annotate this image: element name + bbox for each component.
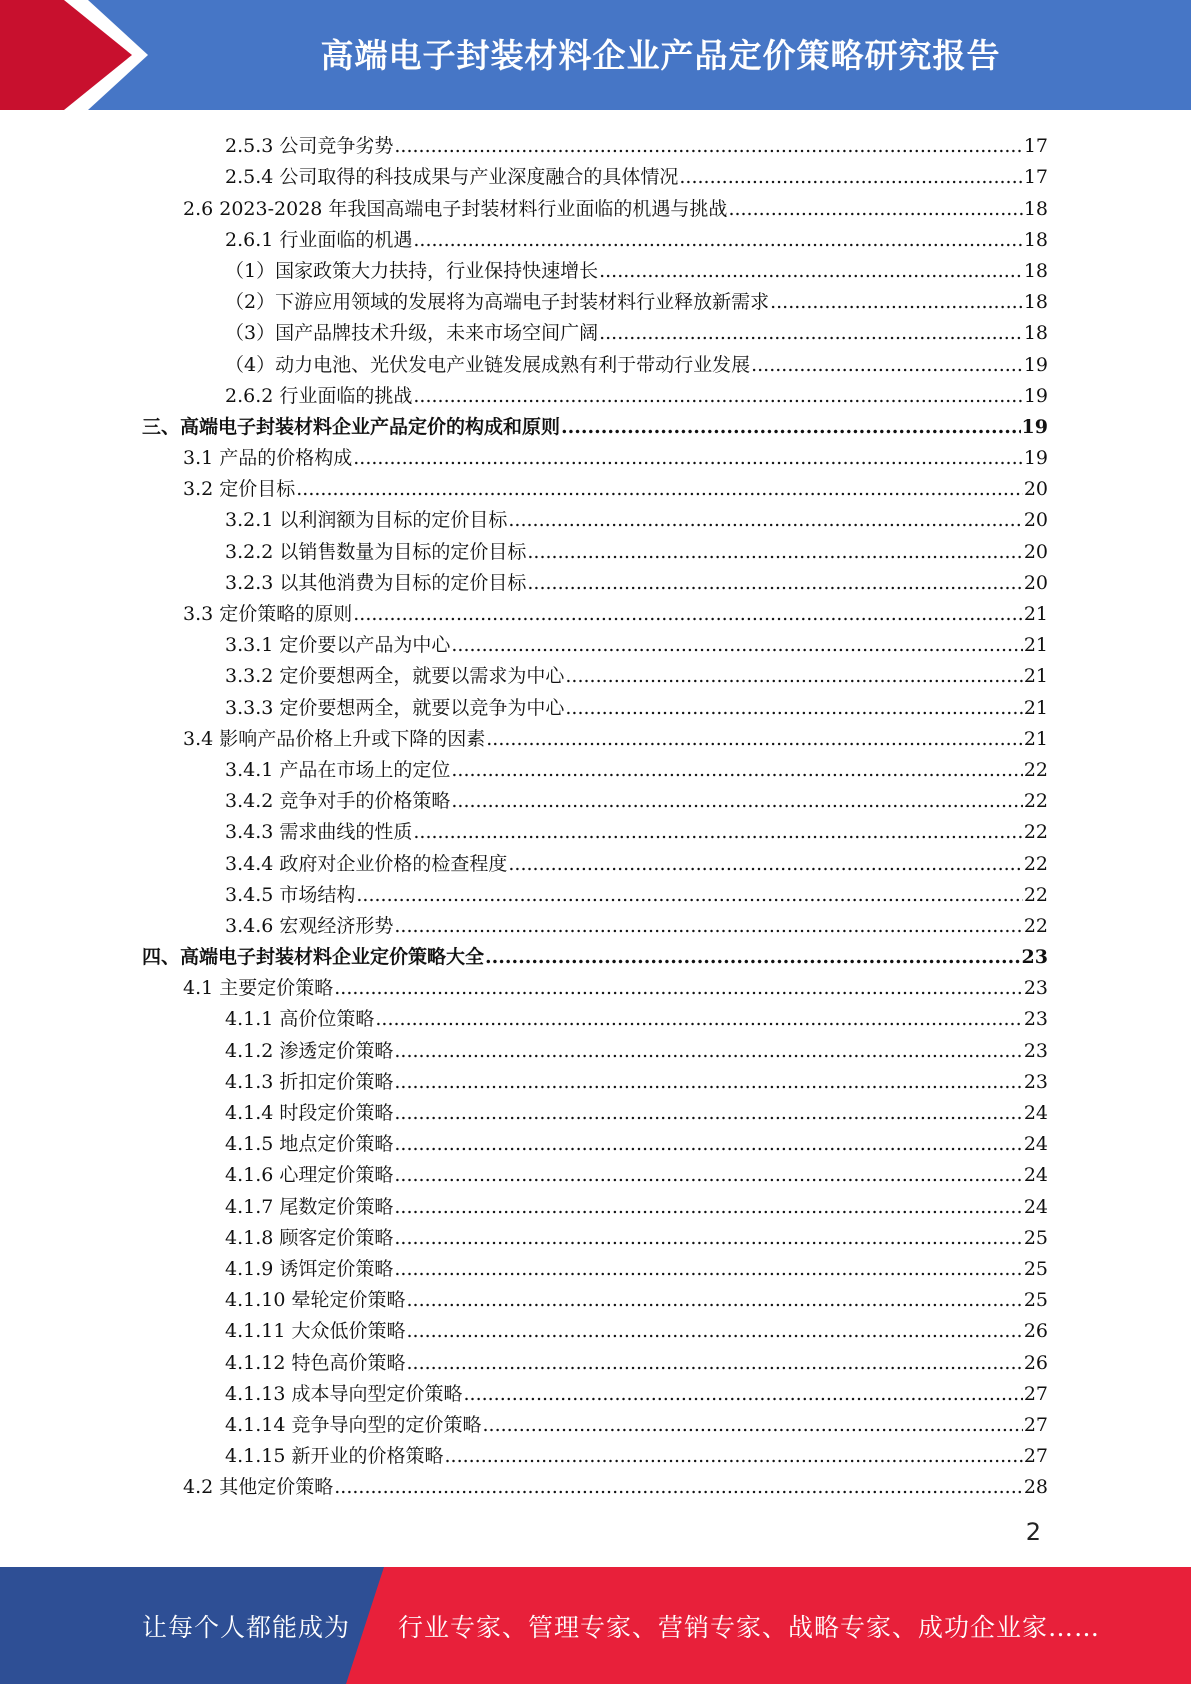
toc-entry[interactable] bbox=[142, 283, 1048, 314]
toc-entry-page: 21 bbox=[1023, 634, 1048, 657]
chevron-arrow-icon bbox=[0, 0, 160, 110]
toc-entry-page: 19 bbox=[1023, 384, 1048, 407]
toc-entry-label: （4）动力电池、光伏发电产业链发展成熟有利于带动行业发展 bbox=[225, 353, 751, 376]
toc-leader-dots bbox=[679, 165, 1022, 189]
toc-leader-dots bbox=[482, 1413, 1022, 1437]
toc-leader-dots bbox=[353, 446, 1023, 470]
page-number: 2 bbox=[1025, 1518, 1041, 1546]
toc-entry[interactable] bbox=[142, 470, 1048, 501]
toc-entry-label: 3.2.3 以其他消费为目标的定价目标 bbox=[225, 571, 527, 594]
toc-entry[interactable] bbox=[142, 408, 1048, 439]
toc-leader-dots bbox=[565, 664, 1022, 688]
toc-entry[interactable] bbox=[142, 657, 1048, 688]
toc-entry-label: 4.1.9 诱饵定价策略 bbox=[225, 1257, 394, 1280]
toc-entry-label: 3.4.4 政府对企业价格的检查程度 bbox=[225, 852, 508, 875]
toc-entry[interactable] bbox=[142, 1250, 1048, 1281]
toc-leader-dots bbox=[394, 1163, 1022, 1187]
toc-entry[interactable] bbox=[142, 1187, 1048, 1218]
footer-slogan-right: 行业专家、管理专家、营销专家、战略专家、成功企业家…… bbox=[398, 1612, 1101, 1642]
toc-entry-label: 2.6.2 行业面临的挑战 bbox=[225, 384, 413, 407]
toc-entry[interactable] bbox=[142, 720, 1048, 751]
toc-entry-page: 22 bbox=[1023, 852, 1048, 875]
toc-entry[interactable] bbox=[142, 439, 1048, 470]
toc-entry[interactable] bbox=[142, 158, 1048, 189]
toc-entry-label: 4.1.4 时段定价策略 bbox=[225, 1102, 394, 1124]
toc-entry-label: 3.1 产品的价格构成 bbox=[183, 447, 353, 470]
toc-leader-dots bbox=[751, 353, 1023, 377]
toc-entry-label: 4.1.2 渗透定价策略 bbox=[225, 1039, 394, 1062]
toc-entry-label: 3.4.3 需求曲线的性质 bbox=[225, 821, 413, 844]
toc-entry-label: 三、高端电子封装材料企业产品定价的构成和原则 bbox=[142, 415, 561, 438]
toc-entry[interactable] bbox=[142, 907, 1048, 938]
toc-entry[interactable] bbox=[142, 1156, 1048, 1187]
toc-entry-label: 3.4.6 宏观经济形势 bbox=[225, 914, 394, 937]
toc-entry-page: 26 bbox=[1023, 1351, 1048, 1374]
toc-leader-dots bbox=[463, 1382, 1022, 1406]
toc-entry-page: 23 bbox=[1023, 1039, 1048, 1062]
toc-entry-label: 3.4.1 产品在市场上的定位 bbox=[225, 758, 451, 781]
toc-entry-label: 4.1.10 晕轮定价策略 bbox=[225, 1289, 406, 1312]
toc-leader-dots bbox=[486, 727, 1023, 751]
toc-leader-dots bbox=[413, 228, 1022, 252]
toc-entry[interactable] bbox=[142, 969, 1048, 1000]
toc-entry-page: 17 bbox=[1023, 166, 1048, 189]
toc-entry-label: 4.2 其他定价策略 bbox=[183, 1476, 334, 1499]
toc-entry-page: 26 bbox=[1023, 1320, 1048, 1343]
toc-entry-page: 22 bbox=[1023, 821, 1048, 844]
toc-entry[interactable] bbox=[142, 751, 1048, 782]
toc-entry-page: 23 bbox=[1023, 977, 1048, 1000]
toc-leader-dots bbox=[508, 852, 1022, 876]
toc-leader-dots bbox=[451, 789, 1022, 813]
toc-entry-page: 20 bbox=[1023, 571, 1048, 594]
document-title: 高端电子封装材料企业产品定价策略研究报告 bbox=[320, 35, 1001, 75]
toc-entry[interactable] bbox=[142, 314, 1048, 345]
footer-banner bbox=[0, 1567, 1191, 1684]
toc-leader-dots bbox=[527, 540, 1022, 564]
toc-entry-page: 25 bbox=[1023, 1257, 1048, 1280]
toc-entry-label: 4.1.3 折扣定价策略 bbox=[225, 1070, 394, 1093]
toc-entry[interactable] bbox=[142, 127, 1048, 158]
toc-leader-dots bbox=[394, 1257, 1022, 1281]
toc-entry[interactable] bbox=[142, 938, 1048, 969]
toc-entry-page: 28 bbox=[1023, 1476, 1048, 1499]
toc-entry-label: （3）国产品牌技术升级，未来市场空间广阔 bbox=[225, 322, 599, 345]
toc-entry[interactable] bbox=[142, 626, 1048, 657]
toc-entry[interactable] bbox=[142, 532, 1048, 563]
toc-leader-dots bbox=[334, 1475, 1023, 1499]
toc-entry-page: 18 bbox=[1023, 322, 1048, 345]
toc-entry[interactable] bbox=[142, 688, 1048, 719]
toc-leader-dots bbox=[296, 477, 1023, 501]
toc-entry[interactable] bbox=[142, 1063, 1048, 1094]
toc-entry-page: 27 bbox=[1023, 1445, 1048, 1468]
toc-entry-label: 4.1.13 成本导向型定价策略 bbox=[225, 1382, 463, 1405]
toc-entry[interactable] bbox=[142, 1000, 1048, 1031]
toc-entry[interactable] bbox=[142, 377, 1048, 408]
toc-entry-page: 21 bbox=[1023, 603, 1048, 625]
toc-entry-label: 2.5.3 公司竞争劣势 bbox=[225, 135, 394, 158]
toc-entry-label: 4.1.8 顾客定价策略 bbox=[225, 1226, 394, 1249]
toc-leader-dots bbox=[394, 134, 1022, 158]
toc-entry[interactable] bbox=[142, 1406, 1048, 1437]
toc-entry-page: 22 bbox=[1023, 914, 1048, 937]
toc-entry-page: 22 bbox=[1023, 883, 1048, 906]
toc-entry-label: 3.2.2 以销售数量为目标的定价目标 bbox=[225, 540, 527, 563]
header-banner bbox=[0, 0, 1191, 110]
toc-entry-label: 3.3.3 定价要想两全，就要以竞争为中心 bbox=[225, 696, 565, 719]
toc-entry-label: 3.2.1 以利润额为目标的定价目标 bbox=[225, 509, 508, 532]
toc-entry-page: 25 bbox=[1023, 1289, 1048, 1312]
toc-entry-label: 4.1.6 心理定价策略 bbox=[225, 1164, 394, 1187]
toc-entry-page: 21 bbox=[1023, 696, 1048, 719]
toc-leader-dots bbox=[406, 1288, 1022, 1312]
toc-entry-label: 3.4 影响产品价格上升或下降的因素 bbox=[183, 727, 486, 750]
toc-leader-dots bbox=[394, 1195, 1022, 1219]
toc-entry[interactable] bbox=[142, 1375, 1048, 1406]
toc-entry-page: 23 bbox=[1023, 1070, 1048, 1093]
toc-entry-page: 17 bbox=[1023, 135, 1048, 158]
toc-entry[interactable] bbox=[142, 564, 1048, 595]
toc-entry-page: 21 bbox=[1023, 665, 1048, 688]
toc-leader-dots bbox=[394, 1039, 1022, 1063]
toc-leader-dots bbox=[451, 758, 1022, 782]
toc-entry[interactable] bbox=[142, 1031, 1048, 1062]
toc-entry[interactable] bbox=[142, 252, 1048, 283]
toc-leader-dots bbox=[394, 1132, 1022, 1156]
toc-leader-dots bbox=[375, 1007, 1022, 1031]
toc-leader-dots bbox=[728, 197, 1022, 221]
toc-entry-label: 3.2 定价目标 bbox=[183, 478, 296, 501]
toc-leader-dots bbox=[565, 696, 1022, 720]
toc-entry-page: 24 bbox=[1023, 1164, 1048, 1187]
toc-leader-dots bbox=[334, 976, 1023, 1000]
toc-entry[interactable] bbox=[142, 876, 1048, 907]
toc-leader-dots bbox=[356, 883, 1022, 907]
toc-entry-label: 3.3.1 定价要以产品为中心 bbox=[225, 634, 451, 657]
toc-entry-page: 19 bbox=[1023, 353, 1048, 376]
toc-entry-label: 3.4.2 竞争对手的价格策略 bbox=[225, 790, 451, 813]
toc-entry-page: 23 bbox=[1021, 946, 1048, 969]
toc-entry-label: （1）国家政策大力扶持，行业保持快速增长 bbox=[225, 259, 599, 282]
toc-entry-page: 23 bbox=[1023, 1008, 1048, 1031]
toc-leader-dots bbox=[406, 1351, 1022, 1375]
toc-leader-dots bbox=[508, 508, 1022, 532]
toc-entry-label: 4.1.12 特色高价策略 bbox=[225, 1351, 406, 1374]
toc-entry-label: 2.6 2023-2028 年我国高端电子封装材料行业面临的机遇与挑战 bbox=[183, 197, 728, 220]
toc-entry[interactable] bbox=[142, 1312, 1048, 1343]
toc-entry[interactable] bbox=[142, 844, 1048, 875]
toc-leader-dots bbox=[394, 1226, 1022, 1250]
toc-entry[interactable] bbox=[142, 1281, 1048, 1312]
toc-leader-dots bbox=[599, 259, 1023, 283]
toc-entry-label: 2.6.1 行业面临的机遇 bbox=[225, 228, 413, 251]
toc-entry-label: 4.1.14 竞争导向型的定价策略 bbox=[225, 1413, 482, 1436]
toc-entry-label: 3.4.5 市场结构 bbox=[225, 883, 356, 906]
toc-entry[interactable] bbox=[142, 1437, 1048, 1468]
toc-entry[interactable] bbox=[142, 1468, 1048, 1499]
toc-entry-label: 4.1.11 大众低价策略 bbox=[225, 1320, 406, 1343]
table-of-contents bbox=[142, 127, 1048, 1499]
toc-leader-dots bbox=[485, 945, 1021, 969]
toc-entry[interactable] bbox=[142, 813, 1048, 844]
toc-leader-dots bbox=[599, 321, 1023, 345]
toc-leader-dots bbox=[527, 571, 1022, 595]
toc-entry-page: 20 bbox=[1023, 478, 1048, 501]
toc-entry[interactable] bbox=[142, 189, 1048, 220]
toc-entry-page: 25 bbox=[1023, 1226, 1048, 1249]
toc-entry-label: 4.1.5 地点定价策略 bbox=[225, 1133, 394, 1156]
toc-entry-page: 27 bbox=[1023, 1382, 1048, 1405]
toc-entry[interactable] bbox=[142, 782, 1048, 813]
toc-entry-page: 18 bbox=[1023, 228, 1048, 251]
toc-entry-label: 四、高端电子封装材料企业定价策略大全 bbox=[142, 946, 485, 969]
toc-entry[interactable] bbox=[142, 501, 1048, 532]
toc-entry-page: 24 bbox=[1023, 1102, 1048, 1124]
toc-entry-page: 20 bbox=[1023, 540, 1048, 563]
toc-leader-dots bbox=[451, 633, 1022, 657]
toc-entry-page: 19 bbox=[1023, 447, 1048, 470]
toc-leader-dots bbox=[413, 384, 1022, 408]
toc-entry-label: （2）下游应用领域的发展将为高端电子封装材料行业释放新需求 bbox=[225, 291, 770, 314]
toc-entry[interactable] bbox=[142, 1343, 1048, 1374]
toc-entry-page: 18 bbox=[1023, 291, 1048, 314]
toc-entry-label: 4.1 主要定价策略 bbox=[183, 977, 334, 1000]
toc-entry-page: 24 bbox=[1023, 1195, 1048, 1218]
toc-leader-dots bbox=[353, 602, 1023, 626]
toc-leader-dots bbox=[444, 1444, 1022, 1468]
toc-entry-page: 22 bbox=[1023, 758, 1048, 781]
toc-leader-dots bbox=[394, 1101, 1022, 1125]
toc-entry-page: 21 bbox=[1023, 727, 1048, 750]
toc-entry-page: 27 bbox=[1023, 1413, 1048, 1436]
toc-leader-dots bbox=[394, 914, 1022, 938]
toc-leader-dots bbox=[406, 1319, 1022, 1343]
toc-entry-page: 20 bbox=[1023, 509, 1048, 532]
footer-slogan-left: 让每个人都能成为 bbox=[142, 1612, 351, 1642]
toc-entry-page: 22 bbox=[1023, 790, 1048, 813]
toc-entry-label: 4.1.7 尾数定价策略 bbox=[225, 1195, 394, 1218]
toc-entry-page: 24 bbox=[1023, 1133, 1048, 1156]
toc-entry-label: 3.3 定价策略的原则 bbox=[183, 603, 353, 625]
toc-entry[interactable] bbox=[142, 595, 1048, 626]
toc-entry[interactable] bbox=[142, 221, 1048, 252]
toc-entry[interactable] bbox=[142, 1094, 1048, 1125]
toc-entry[interactable] bbox=[142, 1219, 1048, 1250]
toc-entry-label: 2.5.4 公司取得的科技成果与产业深度融合的具体情况 bbox=[225, 166, 679, 189]
toc-entry-label: 4.1.15 新开业的价格策略 bbox=[225, 1445, 444, 1468]
toc-leader-dots bbox=[770, 290, 1023, 314]
toc-entry[interactable] bbox=[142, 345, 1048, 376]
toc-entry-label: 4.1.1 高价位策略 bbox=[225, 1008, 375, 1031]
toc-entry-page: 19 bbox=[1021, 415, 1048, 438]
toc-leader-dots bbox=[561, 415, 1021, 439]
toc-entry-label: 3.3.2 定价要想两全，就要以需求为中心 bbox=[225, 665, 565, 688]
toc-entry[interactable] bbox=[142, 1125, 1048, 1156]
toc-entry-page: 18 bbox=[1023, 259, 1048, 282]
toc-entry-page: 18 bbox=[1023, 197, 1048, 220]
toc-leader-dots bbox=[394, 1070, 1022, 1094]
toc-leader-dots bbox=[413, 820, 1022, 844]
